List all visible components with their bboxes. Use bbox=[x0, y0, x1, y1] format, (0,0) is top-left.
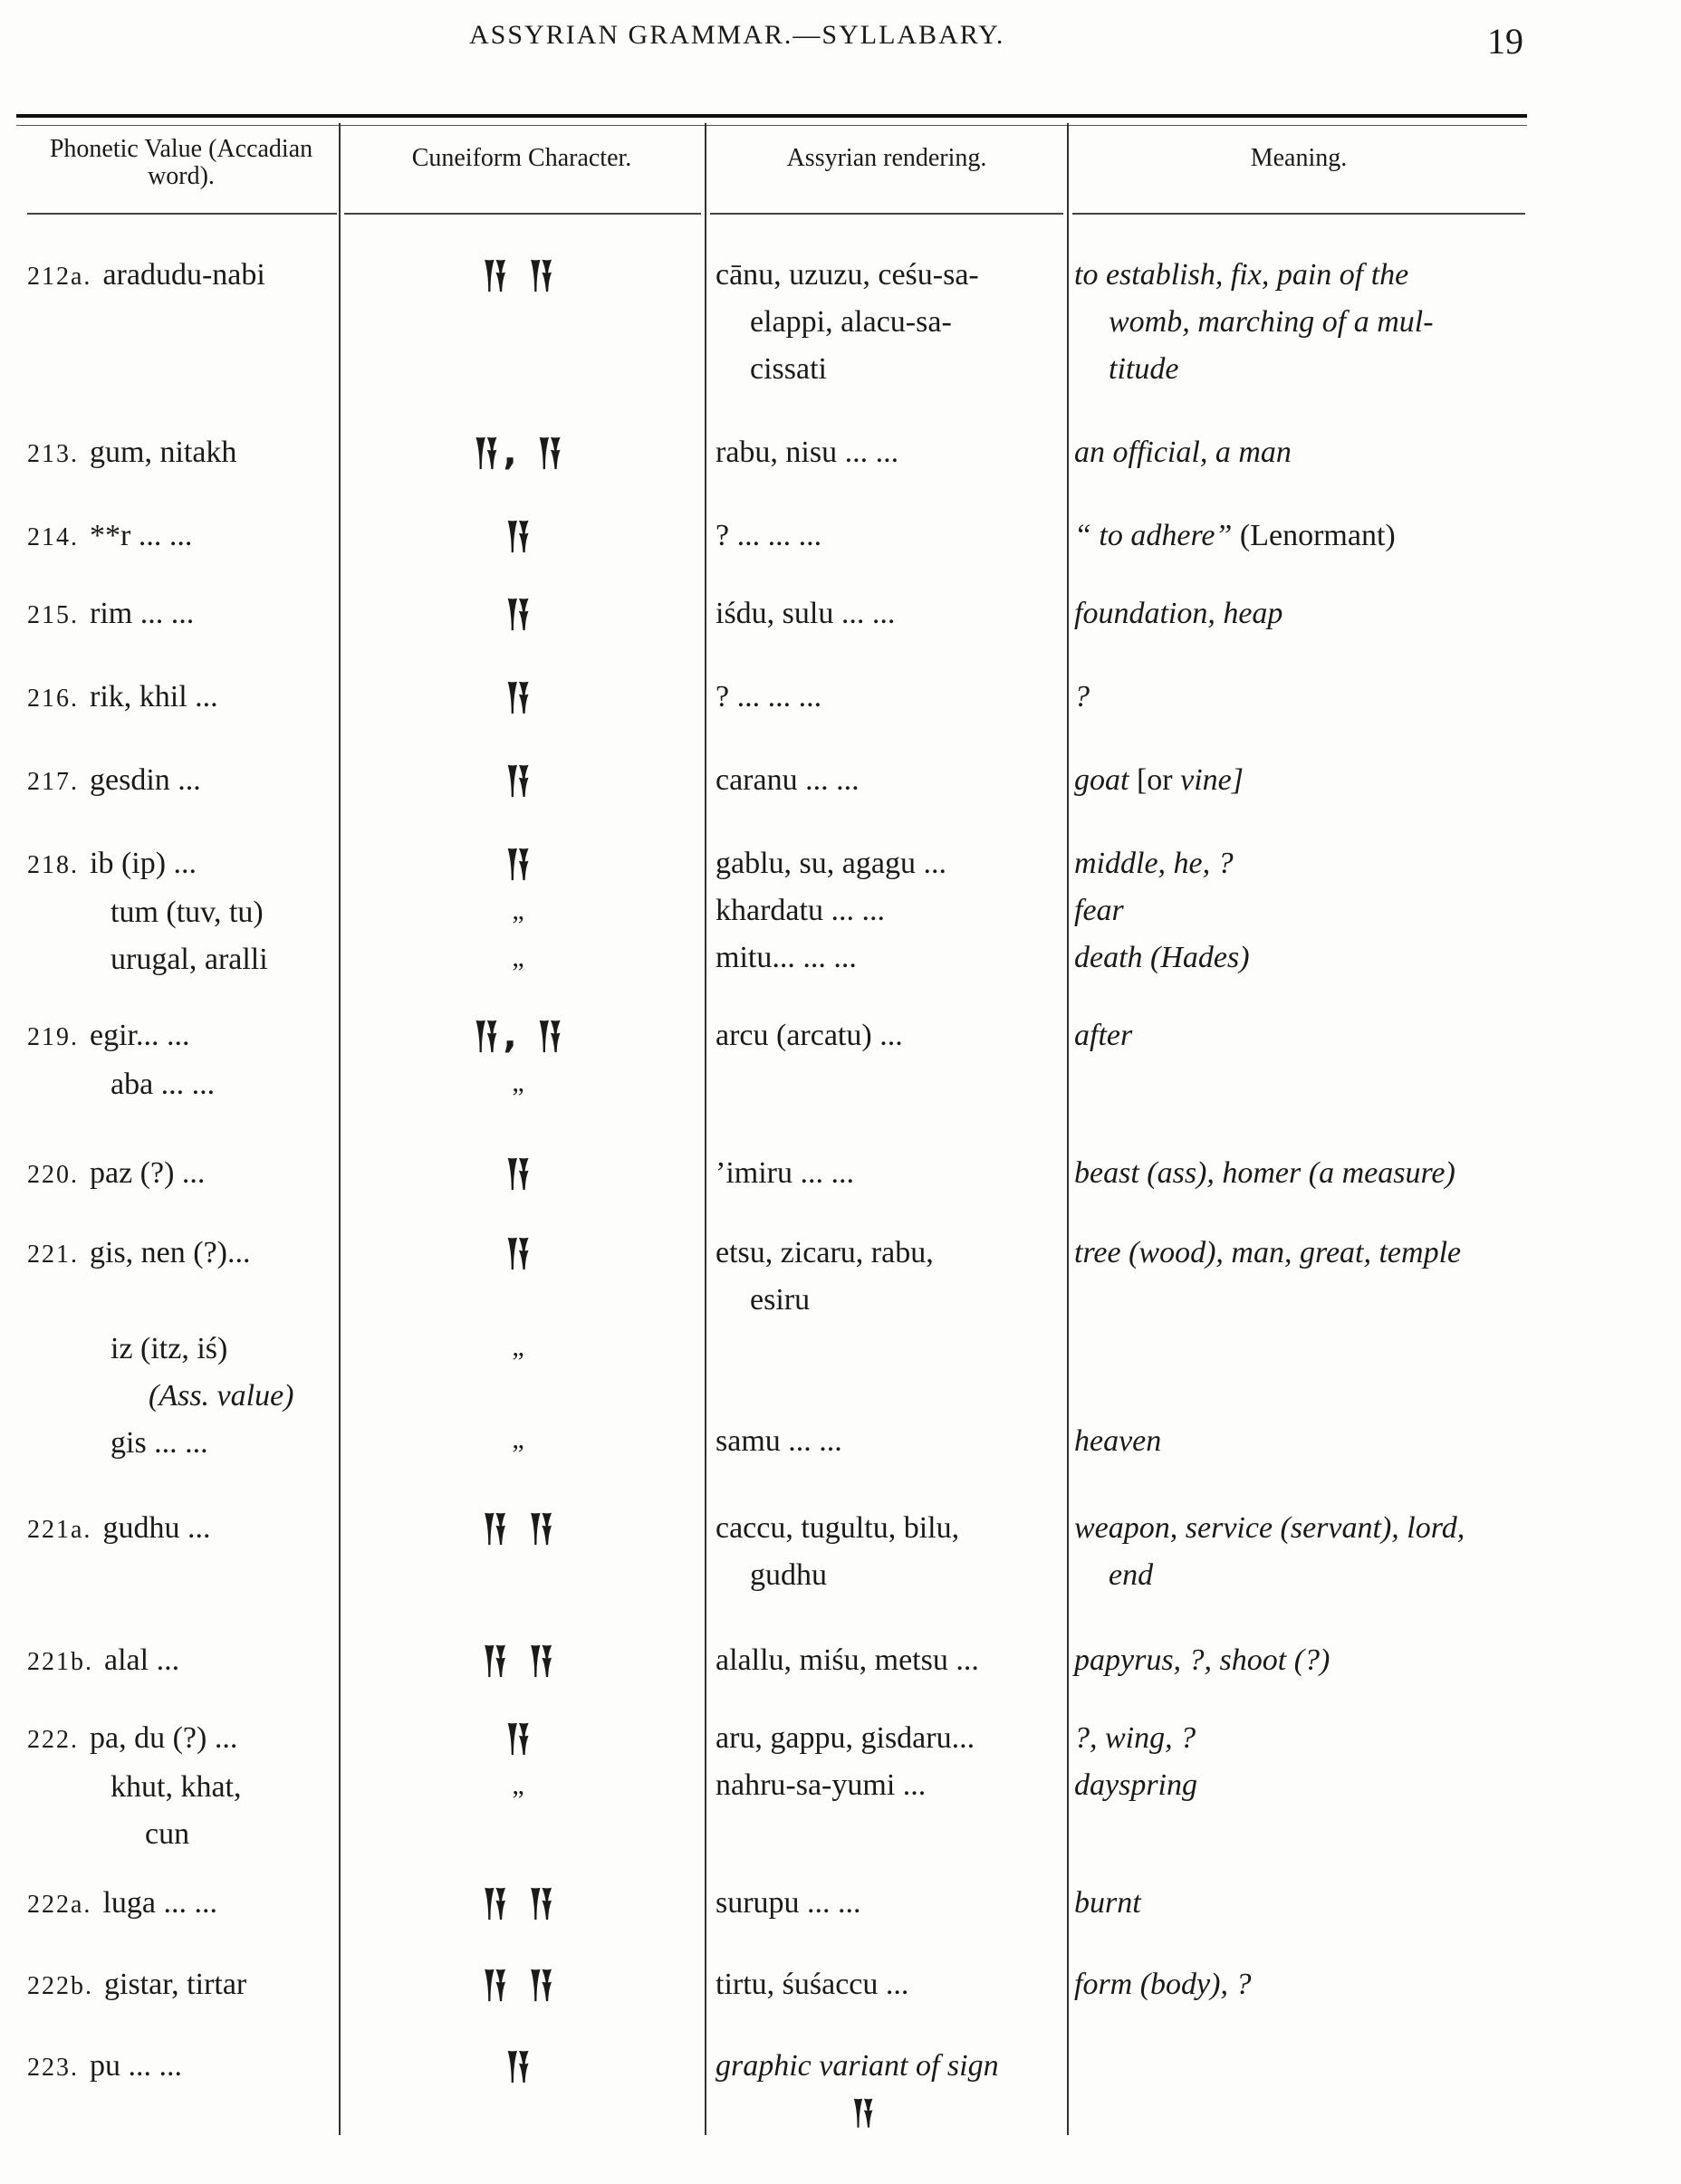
phonetic-cell bbox=[27, 1012, 326, 1108]
meaning-line: death (Hades) bbox=[1074, 941, 1250, 974]
phonetic-cell bbox=[27, 1150, 326, 1199]
meaning-line: middle, he, ? bbox=[1074, 847, 1234, 880]
colhead-phonetic: Phonetic Value (Accadian word). bbox=[49, 135, 313, 190]
ditto-mark: „ bbox=[512, 943, 528, 972]
entry-number: 213. bbox=[27, 440, 79, 468]
cuneiform-cell: 𒀀 𒀀 bbox=[481, 1882, 559, 1924]
meaning-attribution: (Lenormant) bbox=[1239, 519, 1396, 552]
meaning-cell: papyrus, ?, shoot (?) bbox=[1074, 1643, 1330, 1677]
phonetic-cell bbox=[27, 512, 326, 561]
assyrian-cell: tirtu, śuśaccu ... bbox=[716, 1968, 909, 2001]
assyrian-line: cānu, uzuzu, ceśu-sa- bbox=[716, 258, 979, 292]
meaning-bracket: [or bbox=[1136, 763, 1173, 797]
meaning-text: vine] bbox=[1180, 763, 1244, 797]
meaning-cell: beast (ass), homer (a measure) bbox=[1074, 1156, 1455, 1190]
meaning-cell: after bbox=[1074, 1019, 1133, 1052]
meaning-cell bbox=[1074, 1230, 1527, 1465]
entry-number: 215. bbox=[27, 601, 79, 629]
entry-number: 217. bbox=[27, 768, 79, 796]
colhead-cuneiform: Cuneiform Character. bbox=[411, 144, 632, 172]
phonetic-value: rik, khil ... bbox=[90, 680, 218, 714]
assyrian-line: gablu, su, agagu ... bbox=[716, 847, 946, 880]
phonetic-cell bbox=[27, 590, 326, 639]
assyrian-line: khardatu ... ... bbox=[716, 894, 885, 927]
phonetic-cell bbox=[27, 252, 326, 301]
phonetic-cell bbox=[27, 1961, 326, 2010]
phonetic-value: pa, du (?) ... bbox=[90, 1721, 238, 1755]
meaning-text: “ to adhere” bbox=[1074, 519, 1233, 552]
colhead-meaning: Meaning. bbox=[1250, 144, 1348, 172]
phonetic-value: alal ... bbox=[104, 1643, 180, 1677]
phonetic-cell bbox=[27, 2043, 326, 2092]
meaning-cell: form (body), ? bbox=[1074, 1968, 1252, 2001]
cuneiform-sign: 𒀀 bbox=[504, 1718, 535, 1759]
meaning-cell bbox=[1074, 512, 1527, 560]
ditto-mark: „ bbox=[512, 1332, 528, 1362]
cuneiform-cell: 𒀀, 𒀀 bbox=[473, 432, 567, 474]
cuneiform-cell: 𒀀 𒀀 bbox=[481, 254, 559, 296]
phonetic-cell bbox=[27, 1715, 326, 1858]
header-underline bbox=[1072, 213, 1525, 215]
meaning-cell: ? bbox=[1074, 680, 1090, 714]
assyrian-cell: ’imiru ... ... bbox=[716, 1156, 854, 1190]
entry-number: 214. bbox=[27, 523, 79, 551]
phonetic-cell bbox=[27, 674, 326, 723]
meaning-cell: an official, a man bbox=[1074, 436, 1292, 469]
phonetic-value: khut, khat, bbox=[110, 1770, 242, 1804]
assyrian-line: cissati bbox=[750, 352, 827, 386]
phonetic-value: gis ... ... bbox=[110, 1426, 208, 1460]
assyrian-cell: rabu, nisu ... ... bbox=[716, 436, 899, 469]
entry-number: 220. bbox=[27, 1161, 79, 1189]
meaning-cell bbox=[1074, 1505, 1527, 1599]
assyrian-line: graphic variant of sign bbox=[716, 2049, 999, 2083]
cuneiform-cell: 𒀀 bbox=[504, 593, 535, 635]
meaning-line: end bbox=[1109, 1558, 1154, 1592]
meaning-text: goat bbox=[1074, 763, 1129, 797]
meaning-cell bbox=[1074, 1715, 1527, 1809]
assyrian-line: esiru bbox=[750, 1283, 811, 1317]
entry-number: 222. bbox=[27, 1726, 79, 1754]
phonetic-value: gis, nen (?)... bbox=[90, 1236, 251, 1269]
page-header bbox=[0, 16, 1681, 62]
phonetic-note: (Ass. value) bbox=[149, 1379, 294, 1413]
phonetic-cell bbox=[27, 840, 326, 983]
cuneiform-cell bbox=[342, 840, 697, 982]
assyrian-cell: alallu, miśu, metsu ... bbox=[716, 1643, 979, 1677]
phonetic-value: paz (?) ... bbox=[90, 1156, 206, 1190]
phonetic-value: aradudu-nabi bbox=[102, 258, 265, 292]
assyrian-line: elappi, alacu-sa- bbox=[750, 305, 952, 339]
assyrian-line: aru, gappu, gisdaru... bbox=[716, 1721, 975, 1755]
column-divider bbox=[705, 123, 706, 2135]
assyrian-cell: arcu (arcatu) ... bbox=[716, 1019, 903, 1052]
cuneiform-cell: 𒀀 bbox=[504, 676, 535, 718]
phonetic-value: gesdin ... bbox=[90, 763, 201, 797]
ditto-mark: „ bbox=[512, 896, 528, 925]
phonetic-value: ib (ip) ... bbox=[90, 847, 197, 880]
colhead-assyrian: Assyrian rendering. bbox=[786, 144, 987, 172]
page-number: 19 bbox=[1487, 21, 1523, 62]
phonetic-value: pu ... ... bbox=[90, 2049, 182, 2083]
header-underline bbox=[344, 213, 701, 215]
phonetic-value: rim ... ... bbox=[90, 597, 195, 630]
phonetic-value: urugal, aralli bbox=[110, 943, 268, 976]
column-divider bbox=[339, 123, 341, 2135]
ditto-mark: „ bbox=[512, 1770, 528, 1800]
running-title: ASSYRIAN GRAMMAR.—SYLLABARY. bbox=[469, 20, 1005, 50]
phonetic-value: gum, nitakh bbox=[90, 436, 237, 469]
meaning-line: dayspring bbox=[1074, 1768, 1197, 1802]
assyrian-cell bbox=[716, 252, 1052, 393]
cuneiform-cell: 𒀀 bbox=[504, 515, 535, 557]
assyrian-cell bbox=[716, 1230, 1052, 1465]
top-rule-thin bbox=[16, 125, 1527, 126]
phonetic-value: luga ... ... bbox=[102, 1886, 217, 1920]
meaning-line: womb, marching of a mul- bbox=[1109, 305, 1434, 339]
cuneiform-cell bbox=[342, 1715, 697, 1809]
assyrian-cell bbox=[716, 2043, 1052, 2137]
cuneiform-cell: 𒀀 𒀀 bbox=[481, 1640, 559, 1681]
meaning-cell: foundation, heap bbox=[1074, 597, 1283, 630]
cuneiform-sign: 𒀀 bbox=[504, 843, 535, 885]
meaning-line: titude bbox=[1109, 352, 1179, 386]
header-underline bbox=[710, 213, 1063, 215]
meaning-cell bbox=[1074, 840, 1527, 982]
assyrian-cell: iśdu, sulu ... ... bbox=[716, 597, 896, 630]
assyrian-cell bbox=[716, 1505, 1052, 1599]
assyrian-line: nahru-sa-yumi ... bbox=[716, 1768, 927, 1802]
phonetic-value: **r ... ... bbox=[90, 519, 193, 552]
cuneiform-cell: 𒀀 bbox=[504, 760, 535, 801]
phonetic-cell bbox=[27, 1505, 326, 1554]
assyrian-cell bbox=[716, 1715, 1052, 1809]
meaning-line: to establish, fix, pain of the bbox=[1074, 258, 1409, 292]
meaning-line: ?, wing, ? bbox=[1074, 1721, 1196, 1755]
phonetic-cell bbox=[27, 757, 326, 806]
cuneiform-sign: 𒀀 bbox=[851, 2094, 876, 2131]
phonetic-value: tum (tuv, tu) bbox=[110, 896, 264, 929]
entry-number: 219. bbox=[27, 1023, 79, 1051]
cuneiform-sign: 𒀀, 𒀀 bbox=[473, 1015, 567, 1057]
phonetic-value: aba ... ... bbox=[110, 1068, 216, 1101]
ditto-mark: „ bbox=[512, 1424, 528, 1454]
meaning-cell bbox=[1074, 757, 1527, 804]
meaning-line: weapon, service (servant), lord, bbox=[1074, 1511, 1465, 1545]
phonetic-value: gistar, tirtar bbox=[104, 1968, 247, 2001]
phonetic-value: iz (itz, iś) bbox=[110, 1332, 228, 1365]
assyrian-cell: surupu ... ... bbox=[716, 1886, 861, 1920]
entry-number: 218. bbox=[27, 851, 79, 879]
phonetic-cell bbox=[27, 1230, 326, 1467]
assyrian-cell: caranu ... ... bbox=[716, 763, 860, 797]
entry-number: 221b. bbox=[27, 1648, 93, 1676]
cuneiform-cell: 𒀀 𒀀 bbox=[481, 1964, 559, 2006]
meaning-cell: burnt bbox=[1074, 1886, 1141, 1920]
cuneiform-sign: 𒀀 bbox=[504, 1232, 535, 1274]
phonetic-value: egir... ... bbox=[90, 1019, 190, 1052]
header-underline bbox=[27, 213, 337, 215]
phonetic-value: gudhu ... bbox=[102, 1511, 211, 1545]
meaning-line: tree (wood), man, great, temple bbox=[1074, 1236, 1462, 1269]
phonetic-cell bbox=[27, 1880, 326, 1929]
phonetic-cell bbox=[27, 429, 326, 478]
assyrian-line: gudhu bbox=[750, 1558, 827, 1592]
ditto-mark: „ bbox=[512, 1068, 528, 1097]
assyrian-line: mitu... ... ... bbox=[716, 941, 857, 974]
meaning-cell bbox=[1074, 252, 1527, 393]
assyrian-line: etsu, zicaru, rabu, bbox=[716, 1236, 934, 1269]
assyrian-line: caccu, tugultu, bilu, bbox=[716, 1511, 960, 1545]
entry-number: 216. bbox=[27, 685, 79, 713]
top-rule bbox=[16, 114, 1527, 118]
column-divider bbox=[1067, 123, 1069, 2135]
cuneiform-cell: 𒀀 𒀀 bbox=[481, 1508, 559, 1549]
entry-number: 222b. bbox=[27, 1972, 93, 2000]
entry-number: 221a. bbox=[27, 1516, 92, 1544]
assyrian-cell: ? ... ... ... bbox=[716, 680, 822, 714]
assyrian-line: samu ... ... bbox=[716, 1424, 842, 1458]
assyrian-cell: ? ... ... ... bbox=[716, 519, 822, 552]
entry-number: 223. bbox=[27, 2054, 79, 2082]
phonetic-value: cun bbox=[145, 1817, 190, 1851]
meaning-line: fear bbox=[1074, 894, 1124, 927]
entry-number: 222a. bbox=[27, 1891, 92, 1919]
entry-number: 212a. bbox=[27, 263, 92, 291]
cuneiform-cell bbox=[342, 1230, 697, 1463]
cuneiform-cell: 𒀀 bbox=[504, 2045, 535, 2087]
cuneiform-cell: 𒀀 bbox=[504, 1153, 535, 1194]
cuneiform-cell bbox=[342, 1012, 697, 1106]
entry-number: 221. bbox=[27, 1240, 79, 1269]
phonetic-cell bbox=[27, 1637, 326, 1686]
assyrian-cell bbox=[716, 840, 1052, 982]
meaning-line: heaven bbox=[1074, 1424, 1162, 1458]
